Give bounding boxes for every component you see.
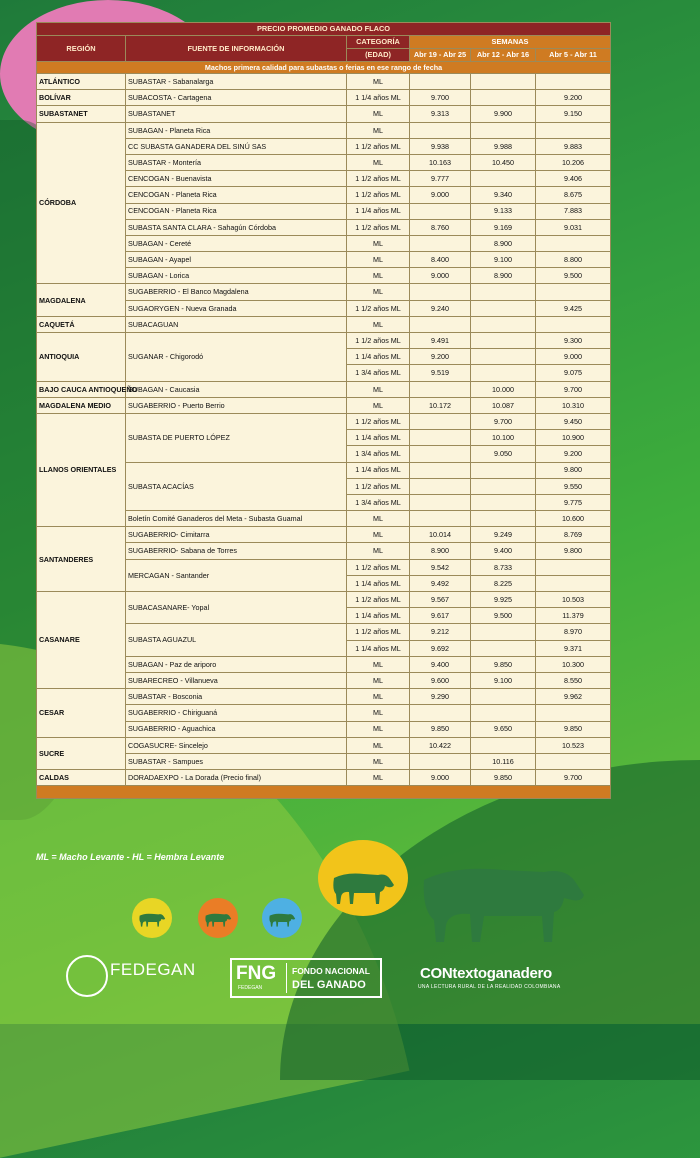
value-cell: 9.938 [410, 138, 471, 154]
value-cell: 10.014 [410, 527, 471, 543]
value-cell [536, 122, 611, 138]
value-cell: 9.000 [410, 187, 471, 203]
cow-icon [414, 850, 594, 950]
table-row [37, 527, 611, 543]
region-cell: SUBASTANET [37, 106, 126, 122]
source-cell: SUGABERRIO- Sabana de Torres [126, 543, 347, 559]
category-cell: 1 1/2 años ML [347, 478, 410, 494]
value-cell: 9.775 [536, 494, 611, 510]
category-cell: ML [347, 252, 410, 268]
contexto-tagline: UNA LECTURA RURAL DE LA REALIDAD COLOMBIANA [418, 984, 561, 990]
value-cell [471, 333, 536, 349]
value-cell [471, 171, 536, 187]
category-cell: ML [347, 527, 410, 543]
category-cell: ML [347, 268, 410, 284]
value-cell: 8.225 [471, 575, 536, 591]
value-cell [536, 74, 611, 90]
category-cell: 1 1/2 años ML [347, 171, 410, 187]
fng-short: FNG [236, 963, 277, 984]
value-cell: 9.100 [471, 672, 536, 688]
value-cell: 9.617 [410, 608, 471, 624]
value-cell: 9.962 [536, 689, 611, 705]
region-cell: CALDAS [37, 770, 126, 786]
source-cell: SUBASTAR - Sabanalarga [126, 74, 347, 90]
value-cell [410, 203, 471, 219]
fedegan-brand: FEDEGAN [110, 960, 196, 979]
value-cell: 9.491 [410, 333, 471, 349]
region-cell: CASANARE [37, 592, 126, 689]
region-cell: MAGDALENA MEDIO [37, 397, 126, 413]
value-cell: 8.760 [410, 219, 471, 235]
category-cell: 1 1/4 años ML [347, 90, 410, 106]
source-cell: DORADAEXPO - La Dorada (Precio final) [126, 770, 347, 786]
source-cell: SUBACOSTA - Cartagena [126, 90, 347, 106]
category-cell: ML [347, 721, 410, 737]
value-cell [471, 284, 536, 300]
value-cell: 9.290 [410, 689, 471, 705]
table-row [37, 737, 611, 753]
category-cell: 1 1/2 años ML [347, 138, 410, 154]
table-row [37, 413, 611, 429]
category-cell: 1 1/4 años ML [347, 575, 410, 591]
category-cell: ML [347, 705, 410, 721]
table-row [37, 284, 611, 300]
value-cell: 10.116 [471, 753, 536, 769]
category-cell: ML [347, 106, 410, 122]
value-cell: 10.100 [471, 430, 536, 446]
value-cell: 9.700 [536, 381, 611, 397]
region-cell: BOLÍVAR [37, 90, 126, 106]
value-cell: 9.371 [536, 640, 611, 656]
value-cell: 9.169 [471, 219, 536, 235]
source-cell: SUBAGAN - Lorica [126, 268, 347, 284]
value-cell: 9.340 [471, 187, 536, 203]
source-cell: SUGABERRIO - El Banco Magdalena [126, 284, 347, 300]
category-cell: ML [347, 154, 410, 170]
source-cell: CENCOGAN - Buenavista [126, 171, 347, 187]
source-cell: SUGAORYGEN - Nueva Granada [126, 300, 347, 316]
value-cell: 9.031 [536, 219, 611, 235]
value-cell: 10.422 [410, 737, 471, 753]
value-cell: 9.700 [471, 413, 536, 429]
source-cell: CENCOGAN - Planeta Rica [126, 203, 347, 219]
value-cell: 9.800 [536, 462, 611, 478]
value-cell: 10.300 [536, 656, 611, 672]
category-cell: ML [347, 656, 410, 672]
category-cell: 1 1/2 años ML [347, 413, 410, 429]
value-cell: 9.700 [536, 770, 611, 786]
source-cell: SUGABERRIO - Aguachica [126, 721, 347, 737]
source-cell: SUBASTA SANTA CLARA - Sahagún Córdoba [126, 219, 347, 235]
value-cell: 10.900 [536, 430, 611, 446]
value-cell: 10.163 [410, 154, 471, 170]
value-cell [471, 74, 536, 90]
value-cell [471, 300, 536, 316]
category-cell: 1 1/4 años ML [347, 462, 410, 478]
value-cell: 9.567 [410, 592, 471, 608]
table-row [37, 122, 611, 138]
cow-icon [330, 866, 396, 906]
value-cell: 10.000 [471, 381, 536, 397]
fng-small: FEDEGAN [238, 985, 263, 991]
value-cell: 8.675 [536, 187, 611, 203]
source-cell: SUBAGAN - Paz de ariporo [126, 656, 347, 672]
value-cell: 9.700 [410, 90, 471, 106]
table-note: Machos primera calidad para subastas o ferias en ese rango de fecha [37, 62, 611, 74]
value-cell [471, 349, 536, 365]
table-body-a [37, 74, 611, 333]
value-cell: 11.379 [536, 608, 611, 624]
legend: ML = Macho Levante - HL = Hembra Levante [36, 852, 225, 862]
value-cell [471, 640, 536, 656]
category-cell: 1 1/2 años ML [347, 624, 410, 640]
region-cell: CESAR [37, 689, 126, 738]
value-cell: 9.100 [471, 252, 536, 268]
value-cell: 8.769 [536, 527, 611, 543]
value-cell [471, 90, 536, 106]
value-cell [410, 74, 471, 90]
region-cell: ATLÁNTICO [37, 74, 126, 90]
category-cell: ML [347, 737, 410, 753]
category-cell: 1 1/4 años ML [347, 349, 410, 365]
header-region: REGIÓN [37, 36, 126, 62]
value-cell [410, 284, 471, 300]
value-cell: 9.406 [536, 171, 611, 187]
value-cell: 9.883 [536, 138, 611, 154]
region-cell: SANTANDERES [37, 527, 126, 592]
header-category: CATEGORÍA [347, 36, 410, 49]
table-row [37, 397, 611, 413]
source-cell: SUBASTAR - Sampues [126, 753, 347, 769]
table-row [37, 316, 611, 332]
source-cell: SUBASTA AGUAZUL [126, 624, 347, 656]
category-cell: ML [347, 381, 410, 397]
value-cell: 9.900 [471, 106, 536, 122]
value-cell [410, 494, 471, 510]
category-cell: ML [347, 753, 410, 769]
category-cell: ML [347, 122, 410, 138]
region-cell: MAGDALENA [37, 284, 126, 316]
table-row [37, 770, 611, 786]
source-cell: COGASUCRE- Sincelejo [126, 737, 347, 753]
value-cell: 9.650 [471, 721, 536, 737]
value-cell: 9.000 [410, 268, 471, 284]
value-cell: 9.300 [536, 333, 611, 349]
category-cell: 1 1/2 años ML [347, 187, 410, 203]
fedegan-logo-icon [66, 955, 108, 997]
category-cell: 1 1/2 años ML [347, 559, 410, 575]
category-cell: 1 1/2 años ML [347, 592, 410, 608]
value-cell [471, 624, 536, 640]
region-cell: CAQUETÁ [37, 316, 126, 332]
value-cell [410, 413, 471, 429]
value-cell: 9.925 [471, 592, 536, 608]
value-cell: 9.777 [410, 171, 471, 187]
source-cell: SUBAGAN - Ayapel [126, 252, 347, 268]
value-cell: 9.988 [471, 138, 536, 154]
value-cell: 8.733 [471, 559, 536, 575]
value-cell [536, 753, 611, 769]
value-cell: 8.550 [536, 672, 611, 688]
value-cell: 9.850 [471, 656, 536, 672]
source-cell: CC SUBASTA GANADERA DEL SINÚ SAS [126, 138, 347, 154]
value-cell [410, 122, 471, 138]
table-row [37, 689, 611, 705]
value-cell [410, 462, 471, 478]
price-table [36, 22, 611, 799]
source-cell: SUBAGAN - Cereté [126, 235, 347, 251]
category-cell: 1 1/4 años ML [347, 640, 410, 656]
header-weeks: SEMANAS [410, 36, 611, 49]
fng-logo [230, 958, 382, 998]
region-cell: ANTIOQUIA [37, 333, 126, 382]
region-cell: SUCRE [37, 737, 126, 769]
source-cell: SUBASTANET [126, 106, 347, 122]
value-cell [410, 705, 471, 721]
value-cell: 8.800 [536, 252, 611, 268]
source-cell: SUGABERRIO - Chiriguaná [126, 705, 347, 721]
fng-line-1: FONDO NACIONAL [292, 966, 370, 976]
value-cell: 8.970 [536, 624, 611, 640]
value-cell [410, 753, 471, 769]
source-cell: SUBAGAN - Caucasia [126, 381, 347, 397]
value-cell [471, 511, 536, 527]
region-cell: LLANOS ORIENTALES [37, 413, 126, 526]
value-cell [536, 575, 611, 591]
category-cell: 1 1/2 años ML [347, 333, 410, 349]
value-cell: 10.450 [471, 154, 536, 170]
source-cell: SUBAGAN - Planeta Rica [126, 122, 347, 138]
value-cell [410, 511, 471, 527]
source-cell: SUBASTAR - Montería [126, 154, 347, 170]
fng-line-2: DEL GANADO [292, 979, 366, 991]
table-row [37, 333, 611, 349]
value-cell [410, 478, 471, 494]
source-cell: CENCOGAN - Planeta Rica [126, 187, 347, 203]
value-cell [536, 559, 611, 575]
value-cell [471, 122, 536, 138]
category-cell: ML [347, 74, 410, 90]
value-cell: 9.800 [536, 543, 611, 559]
value-cell: 9.000 [410, 770, 471, 786]
value-cell: 9.850 [536, 721, 611, 737]
table-title: PRECIO PROMEDIO GANADO FLACO [37, 23, 611, 36]
note-row [37, 62, 611, 74]
value-cell: 9.400 [410, 656, 471, 672]
category-cell: ML [347, 316, 410, 332]
value-cell: 9.150 [536, 106, 611, 122]
cow-icon [138, 910, 166, 928]
table-body-b [37, 689, 611, 786]
value-cell [410, 446, 471, 462]
category-cell: ML [347, 235, 410, 251]
category-cell: 1 3/4 años ML [347, 494, 410, 510]
value-cell: 9.200 [410, 349, 471, 365]
category-cell: ML [347, 672, 410, 688]
category-cell: ML [347, 284, 410, 300]
source-cell: MERCAGAN - Santander [126, 559, 347, 591]
category-cell: 1 1/2 años ML [347, 300, 410, 316]
source-cell: Boletín Comité Ganaderos del Meta - Subasta Guamal [126, 511, 347, 527]
value-cell: 10.172 [410, 397, 471, 413]
category-cell: 1 3/4 años ML [347, 446, 410, 462]
value-cell [471, 737, 536, 753]
region-cell: CÓRDOBA [37, 122, 126, 284]
value-cell: 10.600 [536, 511, 611, 527]
contexto-brand: CONtextoganadero [420, 965, 552, 982]
source-cell: SUBASTA DE PUERTO LÓPEZ [126, 413, 347, 462]
table-title-row [37, 23, 611, 36]
category-cell: ML [347, 770, 410, 786]
source-cell: SUBASTA ACACÍAS [126, 462, 347, 511]
category-cell: ML [347, 689, 410, 705]
value-cell: 9.425 [536, 300, 611, 316]
value-cell: 9.850 [471, 770, 536, 786]
category-cell: 1 3/4 años ML [347, 365, 410, 381]
header-week-1: Abr 19 - Abr 25 [410, 49, 471, 62]
category-cell: 1 1/4 años ML [347, 203, 410, 219]
value-cell [471, 462, 536, 478]
value-cell: 9.542 [410, 559, 471, 575]
value-cell [471, 365, 536, 381]
value-cell: 8.900 [471, 235, 536, 251]
value-cell: 9.850 [410, 721, 471, 737]
source-cell: SUBARECREO - Villanueva [126, 672, 347, 688]
header-source: FUENTE DE INFORMACIÓN [126, 36, 347, 62]
source-cell: SUGABERRIO- Cimitarra [126, 527, 347, 543]
source-cell: SUGANAR - Chigorodó [126, 333, 347, 382]
value-cell: 9.519 [410, 365, 471, 381]
category-cell: 1 1/2 años ML [347, 219, 410, 235]
header-category-sub: (EDAD) [347, 49, 410, 62]
value-cell [471, 494, 536, 510]
value-cell: 9.600 [410, 672, 471, 688]
value-cell: 9.249 [471, 527, 536, 543]
value-cell: 10.523 [536, 737, 611, 753]
header-row [37, 36, 611, 49]
value-cell: 9.492 [410, 575, 471, 591]
value-cell: 9.000 [536, 349, 611, 365]
category-cell: 1 1/4 años ML [347, 608, 410, 624]
source-cell: SUBACAGUAN [126, 316, 347, 332]
value-cell: 9.692 [410, 640, 471, 656]
value-cell: 9.500 [536, 268, 611, 284]
value-cell: 10.087 [471, 397, 536, 413]
table-row [37, 381, 611, 397]
cow-icon [204, 910, 232, 928]
value-cell [471, 689, 536, 705]
value-cell: 9.200 [536, 90, 611, 106]
table-end-row [37, 786, 611, 799]
value-cell: 9.400 [471, 543, 536, 559]
value-cell [536, 235, 611, 251]
value-cell [410, 381, 471, 397]
value-cell [410, 235, 471, 251]
table-row [37, 106, 611, 122]
value-cell: 9.200 [536, 446, 611, 462]
value-cell: 8.900 [410, 543, 471, 559]
value-cell: 8.400 [410, 252, 471, 268]
value-cell: 9.075 [536, 365, 611, 381]
region-cell: BAJO CAUCA ANTIOQUEÑO [37, 381, 126, 397]
value-cell: 8.900 [471, 268, 536, 284]
value-cell: 10.310 [536, 397, 611, 413]
value-cell: 9.450 [536, 413, 611, 429]
fng-divider [286, 963, 287, 993]
value-cell [471, 705, 536, 721]
value-cell: 9.550 [536, 478, 611, 494]
cow-icon [268, 910, 296, 928]
value-cell: 10.503 [536, 592, 611, 608]
value-cell: 7.883 [536, 203, 611, 219]
value-cell [536, 316, 611, 332]
value-cell [471, 478, 536, 494]
value-cell: 9.133 [471, 203, 536, 219]
category-cell: ML [347, 511, 410, 527]
value-cell: 9.050 [471, 446, 536, 462]
value-cell: 9.212 [410, 624, 471, 640]
header-week-3: Abr 5 - Abr 11 [536, 49, 611, 62]
table-row [37, 74, 611, 90]
table-row [37, 90, 611, 106]
source-cell: SUBASTAR - Bosconia [126, 689, 347, 705]
value-cell: 9.240 [410, 300, 471, 316]
value-cell: 9.313 [410, 106, 471, 122]
category-cell: ML [347, 397, 410, 413]
value-cell: 10.206 [536, 154, 611, 170]
value-cell [410, 430, 471, 446]
value-cell [471, 316, 536, 332]
category-cell: ML [347, 543, 410, 559]
end-bar [37, 786, 611, 799]
value-cell: 9.500 [471, 608, 536, 624]
value-cell [536, 705, 611, 721]
source-cell: SUGABERRIO - Puerto Berrio [126, 397, 347, 413]
table-row [37, 592, 611, 608]
category-cell: 1 1/4 años ML [347, 430, 410, 446]
source-cell: SUBACASANARE- Yopal [126, 592, 347, 624]
header-week-2: Abr 12 - Abr 16 [471, 49, 536, 62]
value-cell [536, 284, 611, 300]
value-cell [410, 316, 471, 332]
